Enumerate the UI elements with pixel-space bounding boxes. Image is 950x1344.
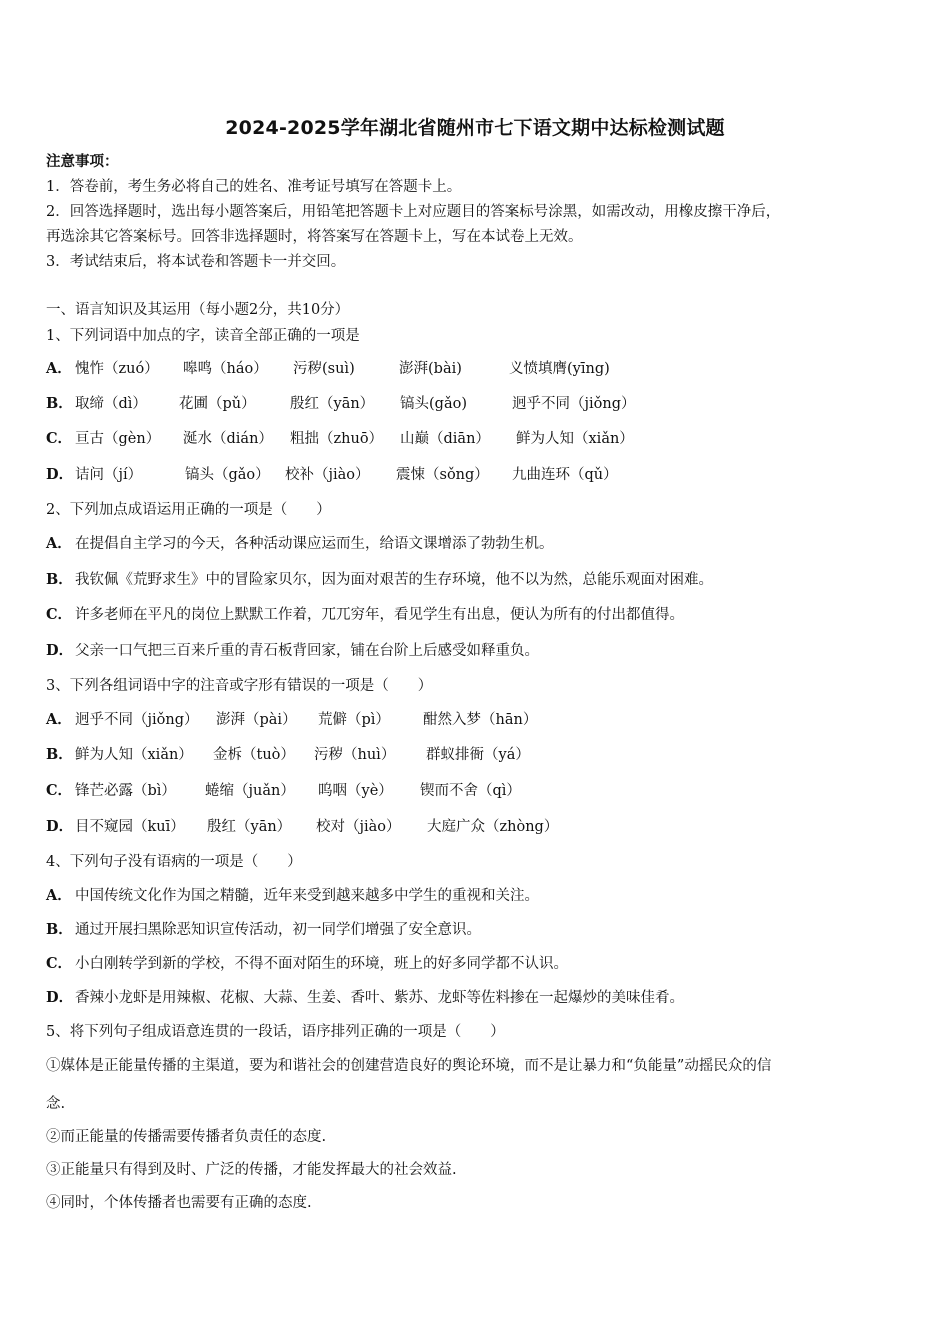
option-row <box>46 466 618 483</box>
option-item: 澎湃（pài） <box>216 712 297 728</box>
question-stem: 5、将下列句子组成语意连贯的一段话，语序排列正确的一项是（ ） <box>46 1024 505 1040</box>
option-label: C． <box>46 955 73 972</box>
option-item: 愧怍（zuó） <box>75 361 159 377</box>
option-item: 锋芒必露（bì） <box>75 783 176 799</box>
section-heading: 一、语言知识及其运用（每小题2分，共10分） <box>46 302 350 318</box>
option-item: 震悚（sǒng） <box>396 467 489 483</box>
option-text: 中国传统文化作为国之精髓，近年来受到越来越多中学生的重视和关注。 <box>75 888 539 904</box>
option-item: 锲而不舍（qì） <box>420 783 521 799</box>
sentence: ②而正能量的传播需要传播者负责任的态度. <box>46 1129 327 1145</box>
option-item: 镐头（gǎo） <box>185 467 270 483</box>
option-item: 镐头(gǎo) <box>400 396 467 412</box>
question-stem: 2、下列加点成语运用正确的一项是（ ） <box>46 502 331 518</box>
option-label: B． <box>46 571 73 588</box>
option-item: 取缔（dì） <box>75 396 147 412</box>
option-item: 目不窥园（kuī） <box>75 819 185 835</box>
option-item: 义愤填膺(yīng) <box>509 361 610 377</box>
option-row <box>46 608 684 623</box>
option-text: 香辣小龙虾是用辣椒、花椒、大蒜、生姜、香叶、紫苏、龙虾等佐料掺在一起爆炒的美味佳肴。 <box>75 990 684 1006</box>
option-item: 山巅（diān） <box>400 431 490 447</box>
option-row <box>46 395 636 412</box>
option-item: 鲜为人知（xiǎn） <box>516 431 634 447</box>
option-item: 污秽(suì) <box>293 361 355 377</box>
option-item: 金柝（tuò） <box>213 747 295 763</box>
exam-title: 2024-2025学年湖北省随州市七下语文期中达标检测试题 <box>225 117 725 139</box>
option-item: 群蚁排衙（yá） <box>426 747 530 763</box>
option-row <box>46 360 610 377</box>
question-stem: 4、下列句子没有语病的一项是（ ） <box>46 854 302 870</box>
option-row <box>46 889 539 904</box>
option-label: C． <box>46 606 73 623</box>
option-text: 通过开展扫黑除恶知识宣传活动，初一同学们增强了安全意识。 <box>75 922 481 938</box>
option-item: 亘古（gèn） <box>75 431 161 447</box>
option-text: 在提倡自主学习的今天，各种活动课应运而生，给语文课增添了勃勃生机。 <box>75 536 554 552</box>
option-item: 大庭广众（zhòng） <box>427 819 559 835</box>
option-item: 污秽（huì） <box>314 747 396 763</box>
sentence: ①媒体是正能量传播的主渠道，要为和谐社会的创建营造良好的舆论环境，而不是让暴力和“负能量”动摇民众的信 <box>46 1058 772 1074</box>
option-row <box>46 782 521 799</box>
option-label: D． <box>46 989 74 1006</box>
option-label: B． <box>46 395 73 412</box>
option-label: B． <box>46 746 73 763</box>
option-label: A． <box>46 535 72 552</box>
option-row <box>46 957 568 972</box>
option-item: 蜷缩（juǎn） <box>205 783 295 799</box>
option-row <box>46 573 713 588</box>
option-row <box>46 711 538 728</box>
option-item: 诘问（jí） <box>75 467 143 483</box>
option-row <box>46 537 554 552</box>
option-text: 小白刚转学到新的学校，不得不面对陌生的环境，班上的好多同学都不认识。 <box>75 956 568 972</box>
option-row <box>46 923 481 938</box>
option-row <box>46 818 559 835</box>
option-item: 荒僻（pì） <box>318 712 390 728</box>
option-row <box>46 746 530 763</box>
option-label: D． <box>46 642 74 659</box>
option-item: 迥乎不同（jiǒng） <box>512 396 636 412</box>
option-item: 澎湃(bài) <box>399 361 462 377</box>
option-label: D． <box>46 466 74 483</box>
option-item: 涎水（dián） <box>183 431 273 447</box>
option-item: 花圃（pǔ） <box>179 396 256 412</box>
sentence: ③正能量只有得到及时、广泛的传播，才能发挥最大的社会效益. <box>46 1162 457 1178</box>
option-item: 嗥鸣（háo） <box>183 361 268 377</box>
sentence: ④同时，个体传播者也需要有正确的态度. <box>46 1195 312 1211</box>
question-stem: 3、下列各组词语中字的注音或字形有错误的一项是（ ） <box>46 678 433 694</box>
option-item: 酣然入梦（hān） <box>423 712 538 728</box>
notice-item: 3．考试结束后，将本试卷和答题卡一并交回。 <box>46 254 346 270</box>
option-item: 迥乎不同（jiǒng） <box>75 712 199 728</box>
option-item: 殷红（yān） <box>207 819 292 835</box>
option-label: B． <box>46 921 73 938</box>
option-label: C． <box>46 430 73 447</box>
option-text: 父亲一口气把三百来斤重的青石板背回家，铺在台阶上后感受如释重负。 <box>75 643 539 659</box>
option-item: 粗拙（zhuō） <box>290 431 384 447</box>
option-label: A． <box>46 360 72 377</box>
option-row <box>46 991 684 1006</box>
option-text: 许多老师在平凡的岗位上默默工作着，兀兀穷年，看见学生有出息，便认为所有的付出都值得。 <box>75 607 684 623</box>
sentence: 念. <box>46 1096 66 1112</box>
option-row <box>46 430 634 447</box>
option-row <box>46 644 539 659</box>
question-stem: 1、下列词语中加点的字，读音全部正确的一项是 <box>46 328 360 344</box>
option-item: 校对（jiào） <box>316 819 401 835</box>
option-text: 我钦佩《荒野求生》中的冒险家贝尔，因为面对艰苦的生存环境，他不以为然，总能乐观面对困难。 <box>75 572 713 588</box>
option-item: 殷红（yān） <box>290 396 375 412</box>
option-item: 鲜为人知（xiǎn） <box>75 747 193 763</box>
option-item: 校补（jiào） <box>285 467 370 483</box>
notice-item: 再选涂其它答案标号。回答非选择题时，将答案写在答题卡上，写在本试卷上无效。 <box>46 229 583 245</box>
option-label: D． <box>46 818 74 835</box>
option-item: 九曲连环（qǔ） <box>512 467 618 483</box>
option-item: 呜咽（yè） <box>318 783 393 799</box>
option-label: A． <box>46 711 72 728</box>
notice-item: 2．回答选择题时，选出每小题答案后，用铅笔把答题卡上对应题目的答案标号涂黑，如需改动，用橡皮擦干净后， <box>46 204 781 220</box>
option-label: C． <box>46 782 73 799</box>
notice-heading: 注意事项： <box>46 153 119 170</box>
notice-item: 1．答卷前，考生务必将自己的姓名、准考证号填写在答题卡上。 <box>46 179 462 195</box>
option-label: A． <box>46 887 72 904</box>
